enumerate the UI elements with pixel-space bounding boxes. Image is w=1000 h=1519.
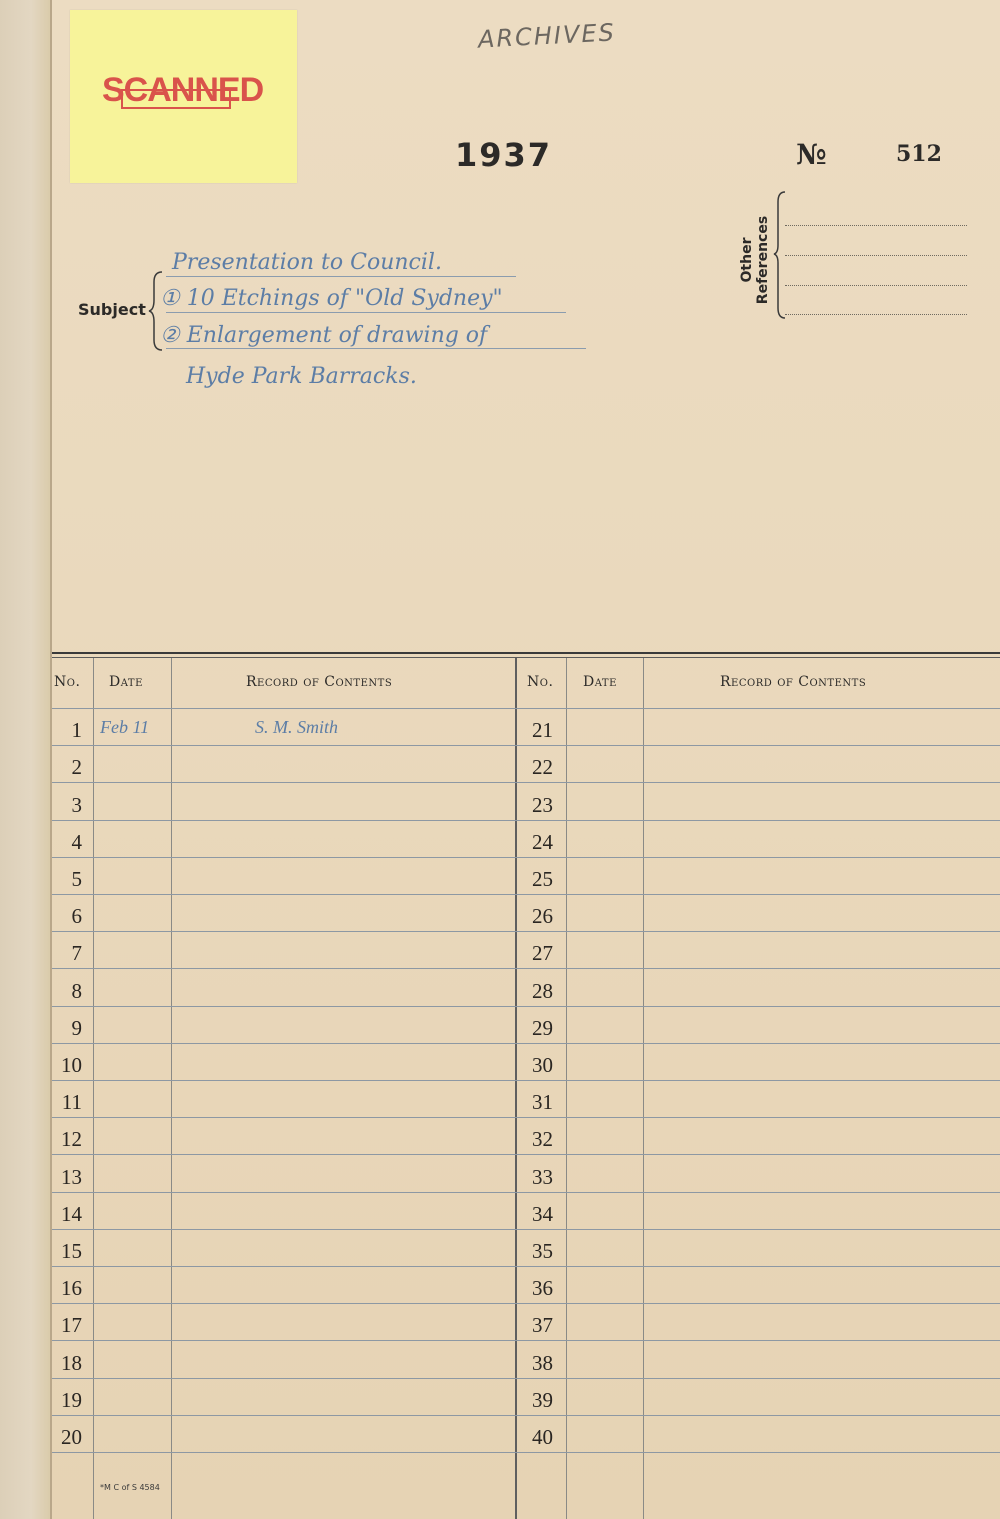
header-record-right: Record of Contents [720,674,867,690]
row-rule [52,1006,1000,1007]
row-number-left: 14 [61,1202,82,1226]
scanned-stamp [102,68,264,112]
row-number-right: 27 [532,941,553,965]
row-number-left: 6 [71,904,82,928]
subject-line-3: ② Enlargement of drawing of [160,323,488,348]
table-top-rule [52,652,1000,654]
footer-code: *M C of S 4584 [100,1483,160,1492]
row-number-right: 38 [532,1351,553,1375]
column-divider [93,658,94,1519]
row-number-right: 34 [532,1202,553,1226]
row-rule [52,1154,1000,1155]
subject-rule [166,276,516,277]
row-rule [52,1452,1000,1453]
other-references-label: Other References [739,215,771,305]
row-number-right: 28 [532,979,553,1003]
row-number-left: 10 [61,1053,82,1077]
year: 1937 [455,136,553,174]
row-number-left: 5 [71,867,82,891]
row-rule [52,745,1000,746]
row-number-left: 2 [71,755,82,779]
row-number-left: 11 [61,1090,82,1114]
row-rule [52,931,1000,932]
column-divider [566,658,567,1519]
row-rule [52,857,1000,858]
row-number-left: 19 [61,1388,82,1412]
header-no-right: No. [527,674,554,690]
subject-label: Subject [78,300,146,319]
row-record-left: S. M. Smith [255,717,338,737]
archives-annotation: ARCHIVES [477,18,617,54]
row-number-right: 25 [532,867,553,891]
row-rule [52,782,1000,783]
row-date-left: Feb 11 [100,717,150,737]
header-date-left: Date [109,674,143,690]
row-number-left: 18 [61,1351,82,1375]
header-no-left: No. [54,674,81,690]
row-number-left: 1 [71,718,82,742]
row-rule [52,1415,1000,1416]
row-rule [52,1043,1000,1044]
row-number-left: 9 [71,1016,82,1040]
reference-line [785,314,967,315]
row-number-left: 15 [61,1239,82,1263]
row-number-right: 21 [532,718,553,742]
row-number-right: 37 [532,1313,553,1337]
row-rule [52,708,1000,709]
row-rule [52,1378,1000,1379]
file-number: 512 [896,141,942,167]
row-number-right: 32 [532,1127,553,1151]
subject-line-2: ① 10 Etchings of "Old Sydney" [160,286,503,311]
header-record-left: Record of Contents [246,674,393,690]
row-number-right: 30 [532,1053,553,1077]
row-number-right: 35 [532,1239,553,1263]
reference-line [785,255,967,256]
row-number-right: 36 [532,1276,553,1300]
row-rule [52,1266,1000,1267]
row-number-right: 22 [532,755,553,779]
row-number-left: 4 [71,830,82,854]
row-number-right: 24 [532,830,553,854]
number-label: № [796,138,827,171]
row-number-right: 29 [532,1016,553,1040]
row-number-left: 16 [61,1276,82,1300]
row-rule [52,1340,1000,1341]
subject-rule [166,348,586,349]
table-top-rule [52,657,1000,658]
column-divider [171,658,172,1519]
row-rule [52,1117,1000,1118]
row-rule [52,1192,1000,1193]
row-number-left: 12 [61,1127,82,1151]
sticky-note [70,10,297,183]
subject-line-1: Presentation to Council. [172,250,442,275]
subject-rule [166,312,566,313]
row-number-left: 13 [61,1165,82,1189]
row-rule [52,1229,1000,1230]
column-divider [643,658,644,1519]
stamp-text: SCANNED [102,71,264,109]
row-number-right: 39 [532,1388,553,1412]
row-number-left: 20 [61,1425,82,1449]
row-rule [52,1080,1000,1081]
row-number-right: 23 [532,793,553,817]
reference-line [785,285,967,286]
row-rule [52,1303,1000,1304]
row-rule [52,894,1000,895]
subject-line-4: Hyde Park Barracks. [186,364,417,389]
row-number-left: 17 [61,1313,82,1337]
row-number-right: 26 [532,904,553,928]
reference-line [785,225,967,226]
row-rule [52,820,1000,821]
row-number-left: 3 [71,793,82,817]
row-number-left: 8 [71,979,82,1003]
row-rule [52,968,1000,969]
row-number-right: 40 [532,1425,553,1449]
row-number-right: 31 [532,1090,553,1114]
header-date-right: Date [583,674,617,690]
row-number-left: 7 [71,941,82,965]
row-number-right: 33 [532,1165,553,1189]
